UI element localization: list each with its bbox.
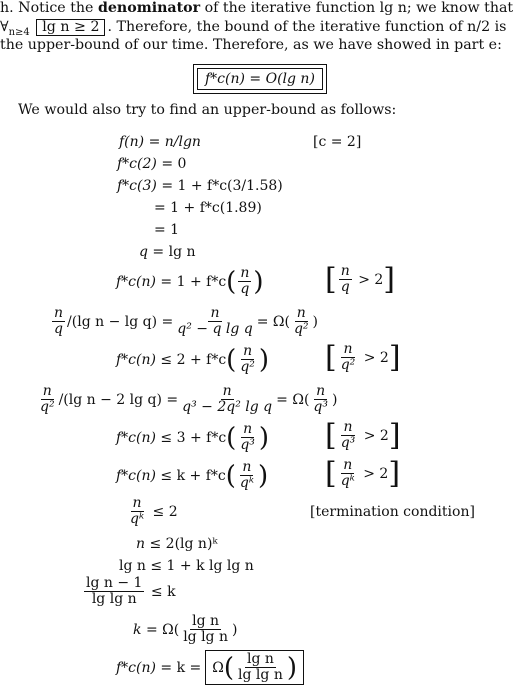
final-boxed-result: Ω ( $\frac{\text{lg n}}{\text{lg lg n}}$ )	[205, 650, 304, 685]
eq-omega-step1: $\frac{n}{q}$ /(lg n − lg q) = $\frac{n}{\text{q² − q lg q}}$ = Ω( $\frac{n}{\text{q²}}$ )	[54, 305, 319, 337]
paragraph-upper-bound: We would also try to find an upper-bound as follows:	[18, 102, 397, 118]
eq-termination: $\frac{n}{\text{qᵏ}}$ ≤ 2	[130, 495, 178, 527]
eq-omega-step2: $\frac{n}{\text{q²}}$ /(lg n − 2 lg q) = $\frac{n}{\text{q³ − 2q² lg q}}$ = Ω( $\frac{n}{\text{q³}}$ )	[40, 383, 338, 415]
eq-lgn-bound: lg n ≤ 1 + k lg lg n	[119, 558, 254, 574]
eq-fc-3-step3: = 1	[154, 222, 180, 238]
paragraph-h-line2: $\forall_{n\ge 4}$ lg n ≥ 2 . Therefore, the bound of the iterative function of n/2 is	[0, 19, 507, 38]
cond-step-k: [ $\frac{n}{\text{qᵏ}}$ > 2 ]	[325, 455, 401, 491]
eq-fc-step3: f*c(n) ≤ 3 + f*c ( $\frac{n}{\text{q³}}$ )	[116, 421, 270, 453]
eq-fc-step2: f*c(n) ≤ 2 + f*c ( $\frac{n}{\text{q²}}$ )	[116, 343, 270, 375]
item-marker: h.	[0, 0, 14, 16]
eq-f-of-n: f(n) = n/lgn	[119, 134, 201, 150]
eq-fc-3-step2: = 1 + f*c(1.89)	[154, 200, 262, 216]
eq-k-lower: $\frac{\text{lg n − 1}}{\text{lg lg n}}$ ≤ k	[86, 575, 176, 607]
cond-c-equals-2: [c = 2]	[313, 134, 362, 150]
cond-step1: [ $\frac{n}{q}$ > 2 ]	[325, 261, 396, 297]
cond-step2: [ $\frac{n}{\text{q²}}$ > 2 ]	[325, 339, 401, 375]
eq-fc-step1: f*c(n) = 1 + f*c ( $\frac{n}{q}$ )	[116, 265, 264, 297]
eq-k-omega: k = Ω( $\frac{\text{lg n}}{\text{lg lg n}}$ )	[133, 613, 238, 645]
boxed-result: f*c(n) = O(lg n)	[193, 64, 327, 94]
cond-step3: [ $\frac{n}{\text{q³}}$ > 2 ]	[325, 417, 401, 453]
eq-fc-step-k: f*c(n) ≤ k + f*c ( $\frac{n}{\text{qᵏ}}$ )	[116, 459, 269, 491]
eq-fc-3: f*c(3) = 1 + f*c(3/1.58)	[117, 178, 283, 194]
eq-n-bound: n ≤ 2(lg n)ᵏ	[136, 536, 218, 552]
boxed-inequality: lg n ≥ 2	[36, 19, 105, 36]
eq-fc-2: f*c(2) = 0	[117, 156, 187, 172]
paragraph-h-line1: h. Notice the denominator of the iterative function lg n; we know that	[0, 0, 513, 16]
eq-final: f*c(n) = k = Ω ( $\frac{\text{lg n}}{\text{lg lg n}}$ )	[116, 650, 304, 685]
cond-termination: [termination condition]	[310, 504, 475, 520]
paragraph-h-line3: the upper-bound of our time. Therefore, as we have showed in part e:	[0, 37, 502, 53]
eq-q-def: q = lg n	[139, 244, 196, 260]
bold-denominator: denominator	[97, 0, 201, 16]
